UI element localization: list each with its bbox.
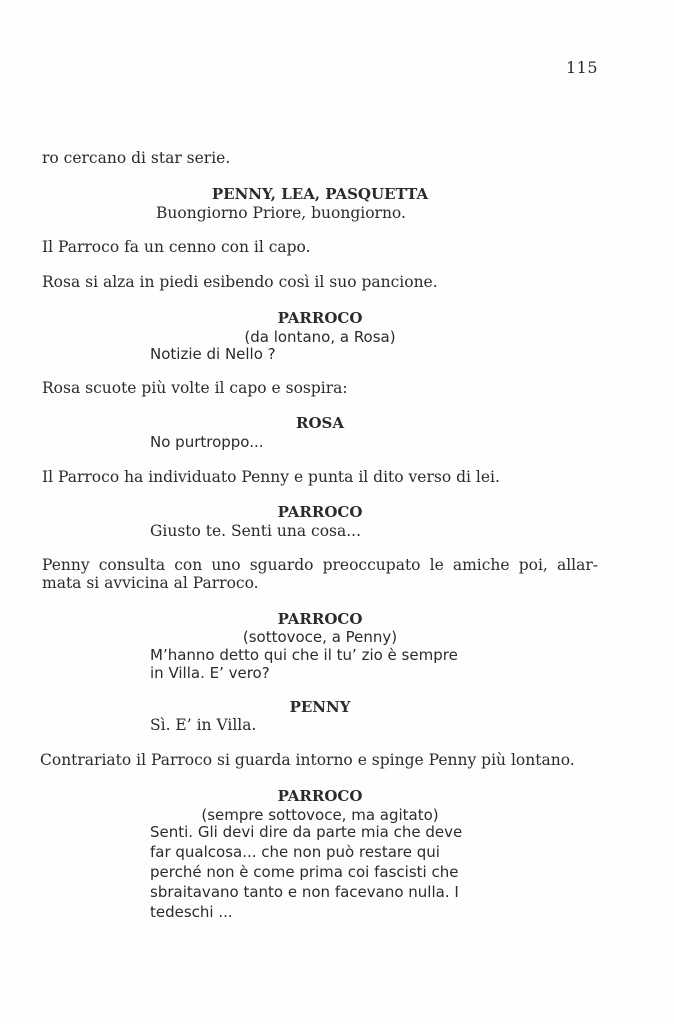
character-cue: PENNY — [289, 698, 351, 716]
paragraph-line: Rosa scuote più volte il capo e sospira: — [42, 379, 348, 397]
dialogue-line: Senti. Gli devi dire da parte mia che deve — [150, 823, 463, 841]
paragraph-line: Il Parroco ha individuato Penny e punta il dito verso di lei. — [42, 468, 500, 486]
dialogue-line: Sì. E’ in Villa. — [150, 716, 257, 734]
paragraph-line: Il Parroco fa un cenno con il capo. — [42, 238, 311, 256]
character-cue: PARROCO — [277, 787, 363, 805]
dialogue-line: tedeschi ... — [150, 903, 233, 921]
paragraph-line: Penny consulta con uno sguardo preoccupato le amiche poi, allar- — [42, 556, 598, 574]
character-cue: ROSA — [295, 414, 344, 432]
dialogue-line: Buongiorno Priore, buongiorno. — [156, 204, 406, 222]
dialogue-line: M’hanno detto qui che il tu’ zio è sempre — [150, 646, 458, 664]
paragraph-line: Rosa si alza in piedi esibendo così il suo pancione. — [42, 273, 438, 291]
character-cue: PARROCO — [277, 610, 363, 628]
paragraph-line: Contrariato il Parroco si guarda intorno e spinge Penny più lontano. — [40, 751, 575, 769]
dialogue-line: Giusto te. Senti una cosa... — [150, 522, 362, 540]
dialogue-line: in Villa. E’ vero? — [150, 664, 270, 682]
dialogue-block — [150, 822, 462, 922]
paragraph-line: ro cercano di star serie. — [42, 149, 231, 167]
parenthetical: (sempre sottovoce, ma agitato) — [201, 806, 439, 824]
character-cue: PARROCO — [277, 503, 363, 521]
parenthetical: (da lontano, a Rosa) — [244, 328, 396, 346]
dialogue-line: sbraitavano tanto e non facevano nulla. I — [150, 883, 459, 901]
parenthetical: (sottovoce, a Penny) — [242, 628, 398, 646]
character-cue: PENNY, LEA, PASQUETTA — [211, 185, 429, 203]
page-number: 115 — [565, 58, 598, 77]
dialogue-line: far qualcosa... che non può restare qui — [150, 843, 440, 861]
dialogue-line: perché non è come prima coi fascisti che — [150, 863, 459, 881]
dialogue-line: No purtroppo... — [150, 433, 264, 451]
paragraph-line: mata si avvicina al Parroco. — [42, 574, 259, 592]
dialogue-line: Notizie di Nello ? — [150, 345, 276, 363]
character-cue: PARROCO — [277, 309, 363, 327]
